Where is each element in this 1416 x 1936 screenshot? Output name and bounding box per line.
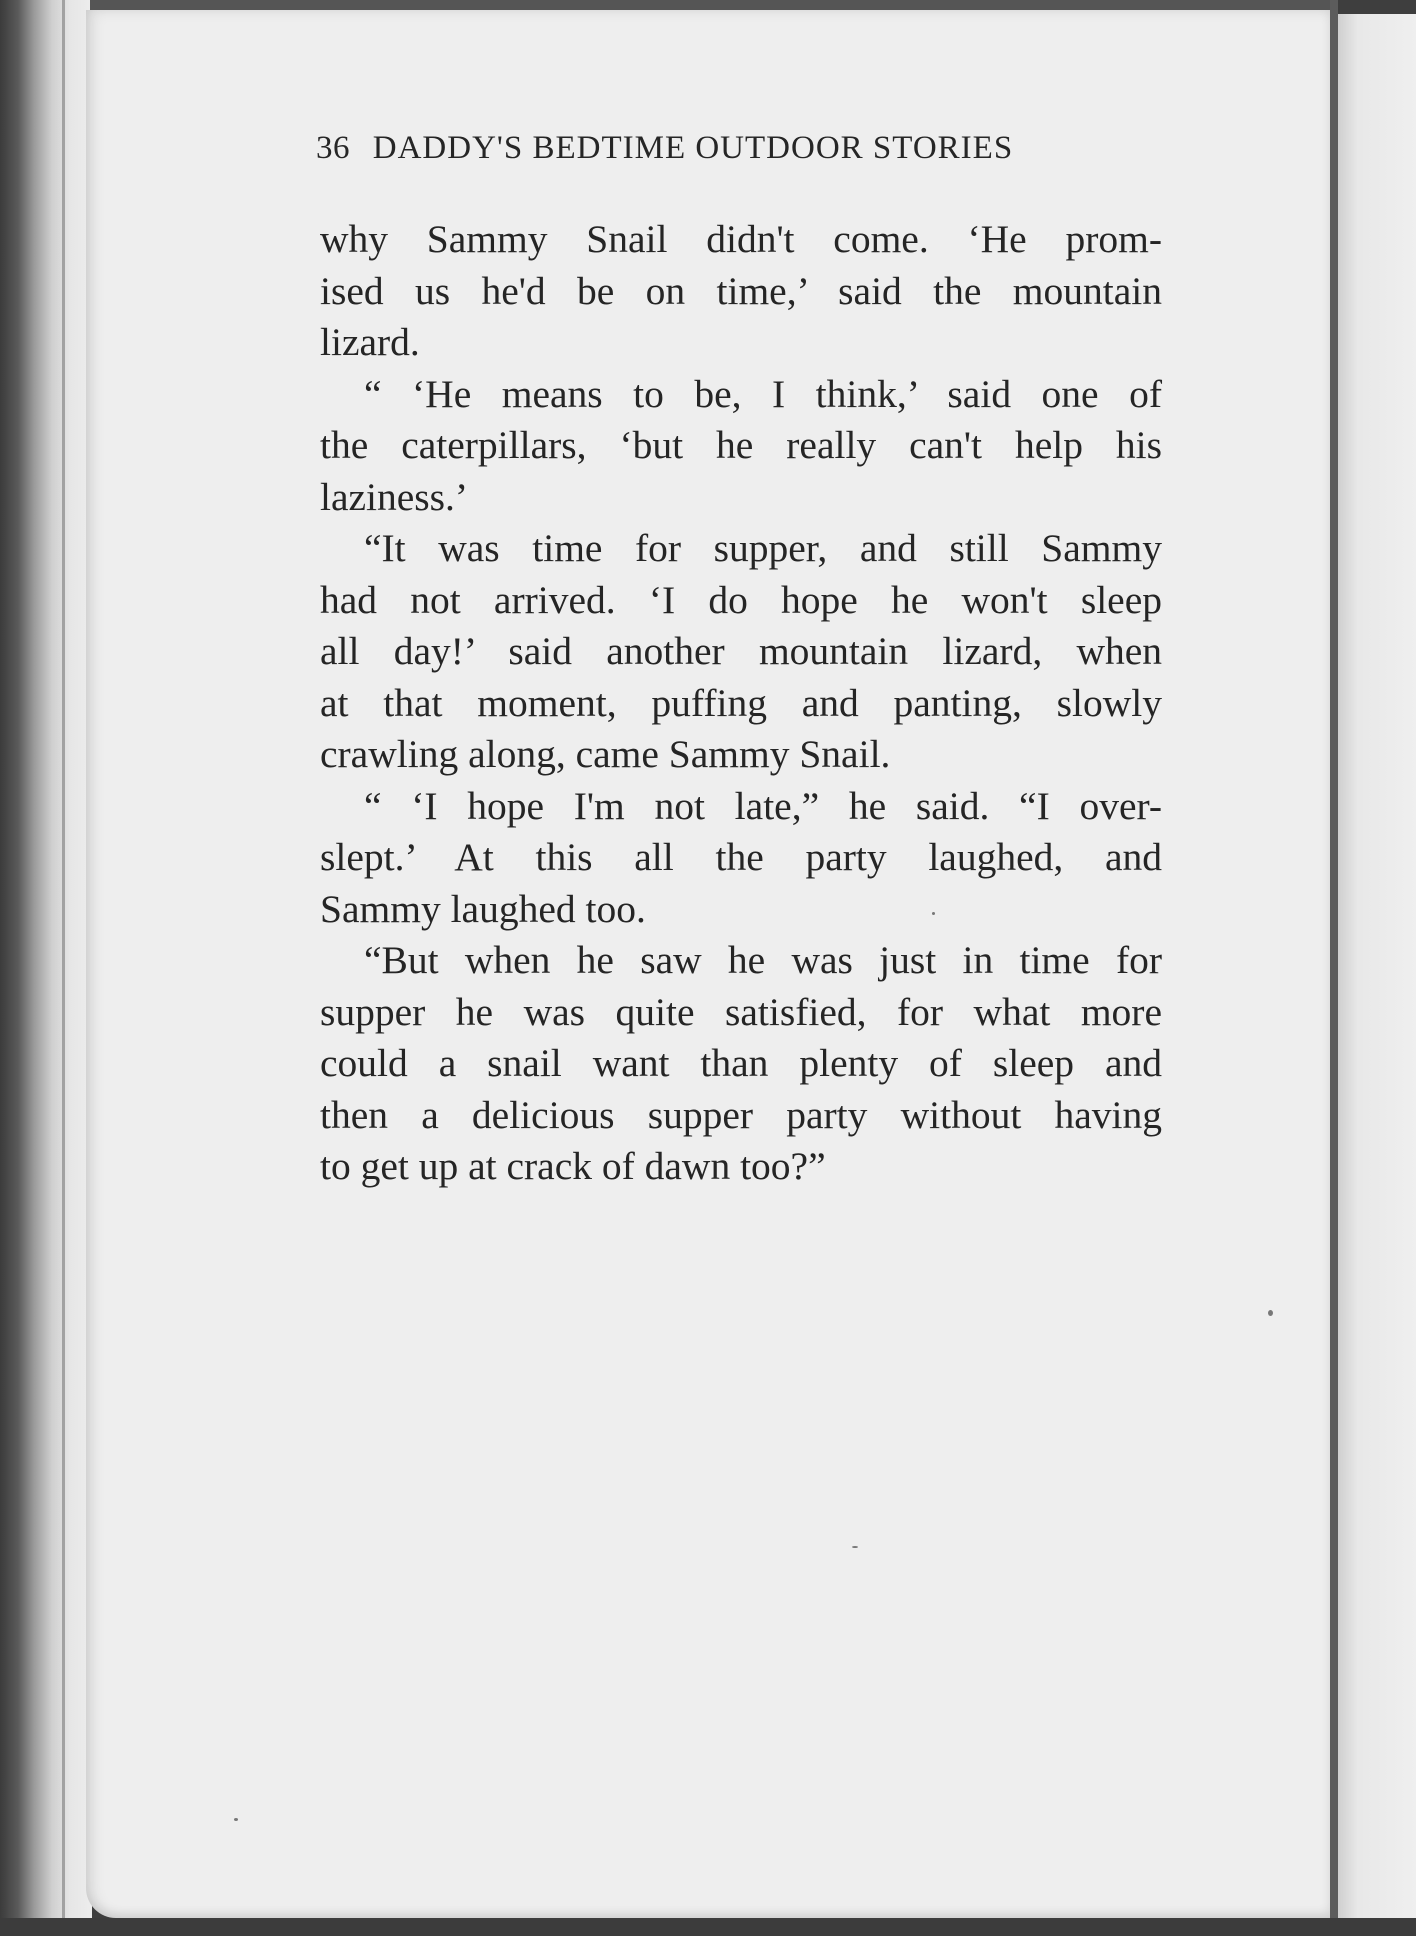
book-bottom-edge <box>0 1918 1416 1936</box>
speck <box>1268 1310 1273 1316</box>
text-line: then a delicious supper party without having <box>320 1092 1162 1137</box>
running-head: DADDY'S BEDTIME OUTDOOR STORIES <box>372 130 1014 166</box>
text-line: why Sammy Snail didn't come. ‘He prom- <box>320 217 1162 261</box>
text-line: all day!’ said another mountain lizard, when <box>320 629 1162 673</box>
speck <box>234 1818 238 1821</box>
book-top-edge <box>90 0 1330 10</box>
book-left-edge <box>0 0 92 1936</box>
book-binding-edge <box>1330 0 1338 1936</box>
text-line: slept.’ At this all the party laughed, and <box>320 835 1162 879</box>
text-line: crawling along, came Sammy Snail. <box>320 732 891 776</box>
text-line: Sammy laughed too. <box>320 886 646 931</box>
text-line: supper he was quite satisfied, for what more <box>320 989 1162 1034</box>
text-line: “It was time for supper, and still Sammy <box>364 526 1162 570</box>
next-page-edge <box>1338 14 1416 1924</box>
text-line: at that moment, puffing and panting, slowly <box>320 680 1162 725</box>
text-line: “ ‘He means to be, I think,’ said one of <box>364 371 1162 416</box>
text-line: had not arrived. ‘I do hope he won't sleep <box>320 577 1162 622</box>
text-line: could a snail want than plenty of sleep and <box>320 1041 1162 1085</box>
text-line: to get up at crack of dawn too?” <box>320 1144 826 1188</box>
text-line: laziness.’ <box>320 474 469 519</box>
speck <box>852 1546 858 1548</box>
text-line: the caterpillars, ‘but he really can't help his <box>320 423 1162 467</box>
text-line: “ ‘I hope I'm not late,” he said. “I over- <box>364 783 1162 828</box>
text-line: ised us he'd be on time,’ said the mountain <box>320 268 1162 313</box>
text-line: “But when he saw he was just in time for <box>364 938 1162 982</box>
text-line: lizard. <box>320 320 420 364</box>
body-text <box>320 214 1162 1193</box>
page-number: 36 <box>316 130 350 166</box>
page-header <box>316 130 1166 167</box>
